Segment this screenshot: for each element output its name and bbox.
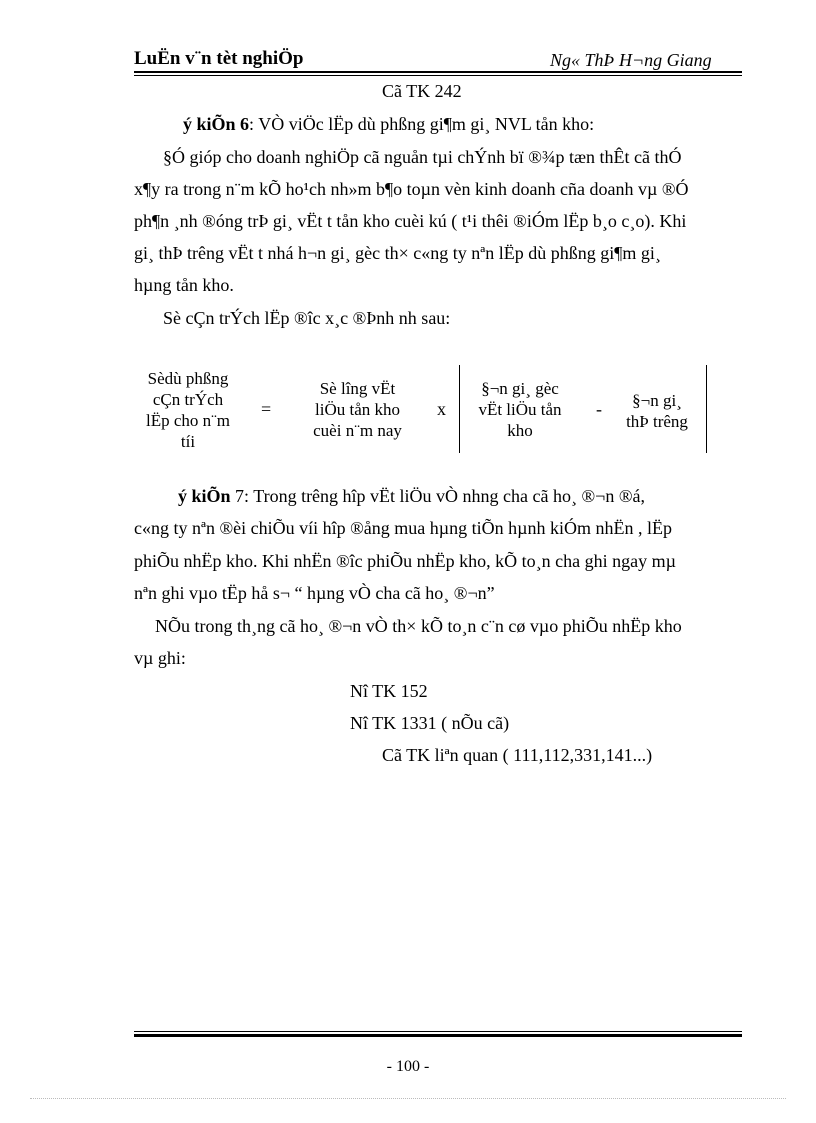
- text-line: phiÕu nhËp kho. Khi nhËn ®îc phiÕu nhËp kho, kÕ to¸n cha ghi ngay mµ: [134, 551, 676, 571]
- text-line: x¶y ra trong n¨m kÕ ho¹ch nh»m b¶o toµn vèn kinh doanh cña doanh vµ ®Ó: [134, 179, 689, 199]
- formula-bar: [706, 365, 707, 453]
- text-line: c«ng ty nªn ®èi chiÕu víi hîp ®ång mua hµng tiÕn hµnh kiÓm nhËn , lËp: [134, 518, 673, 538]
- formula-left: Sèdù phßng cÇn trÝch lËp cho n¨m tíi: [145, 369, 231, 451]
- formula-equals: =: [261, 399, 272, 419]
- text-line: Nî TK 1331 ( nÕu cã): [350, 713, 510, 733]
- text-line: NÕu trong th¸ng cã ho¸ ®¬n vÒ th× kÕ to¸n c¨n cø vµo phiÕu nhËp kho: [155, 616, 682, 636]
- formula-right1: §¬n gi¸ gèc vËt liÖu tån kho: [478, 379, 562, 440]
- text-line: §Ó gióp cho doanh nghiÖp cã nguån tµi chÝnh bï ®¾p tæn thÊt cã thÓ: [163, 147, 682, 167]
- opinion-label: ý kiÕn: [178, 486, 231, 506]
- formula-bar: [459, 365, 460, 453]
- formula-right2: §¬n gi¸ thÞ trêng: [626, 391, 688, 431]
- text-line: ph¶n ¸nh ®óng trÞ gi¸ vËt t tån kho cuèi kú ( t¹i thêi ®iÓm lËp b¸o c¸o). Khi: [134, 211, 687, 231]
- header-rule: [134, 71, 742, 73]
- text-line: Nî TK 152: [350, 681, 428, 701]
- page-number: - 100 -: [386, 1058, 430, 1075]
- paragraph-line: [178, 485, 645, 507]
- opinion-text: 7: Trong trêng hîp vËt liÖu vÒ nhng cha cã ho¸ ®¬n ®á,: [230, 486, 645, 506]
- header-rule-thin: [134, 75, 742, 76]
- text-line: Cã TK liªn quan ( 111,112,331,141...): [382, 745, 653, 765]
- footer-rule: [134, 1034, 742, 1037]
- header-left-title: LuËn v¨n tèt nghiÖp: [134, 48, 304, 69]
- formula-times: x: [437, 399, 446, 419]
- page-edge: [30, 1098, 786, 1099]
- paragraph-line: [183, 113, 594, 135]
- opinion-label: ý kiÕn 6: [183, 114, 250, 134]
- header-right-author: Ng« ThÞ H¬ng Giang: [550, 50, 712, 70]
- text-line: Cã TK 242: [382, 81, 462, 101]
- footer-rule-thin: [134, 1031, 742, 1032]
- text-line: nªn ghi vµo tËp hå s¬ “ hµng vÒ cha cã ho¸ ®¬n”: [134, 583, 495, 603]
- opinion-text: : VÒ viÖc lËp dù phßng gi¶m gi¸ NVL tån kho:: [249, 114, 595, 134]
- formula-minus: -: [596, 399, 602, 419]
- text-line: Sè cÇn trÝch lËp ®îc x¸c ®Þnh nh sau:: [163, 308, 451, 328]
- text-line: vµ ghi:: [134, 648, 186, 668]
- formula-middle: Sè lîng vËt liÖu tån kho cuèi n¨m nay: [313, 379, 402, 440]
- text-line: gi¸ thÞ trêng vËt t nhá h¬n gi¸ gèc th× c«ng ty nªn lËp dù phßng gi¶m gi¸: [134, 243, 661, 263]
- text-line: hµng tån kho.: [134, 275, 234, 295]
